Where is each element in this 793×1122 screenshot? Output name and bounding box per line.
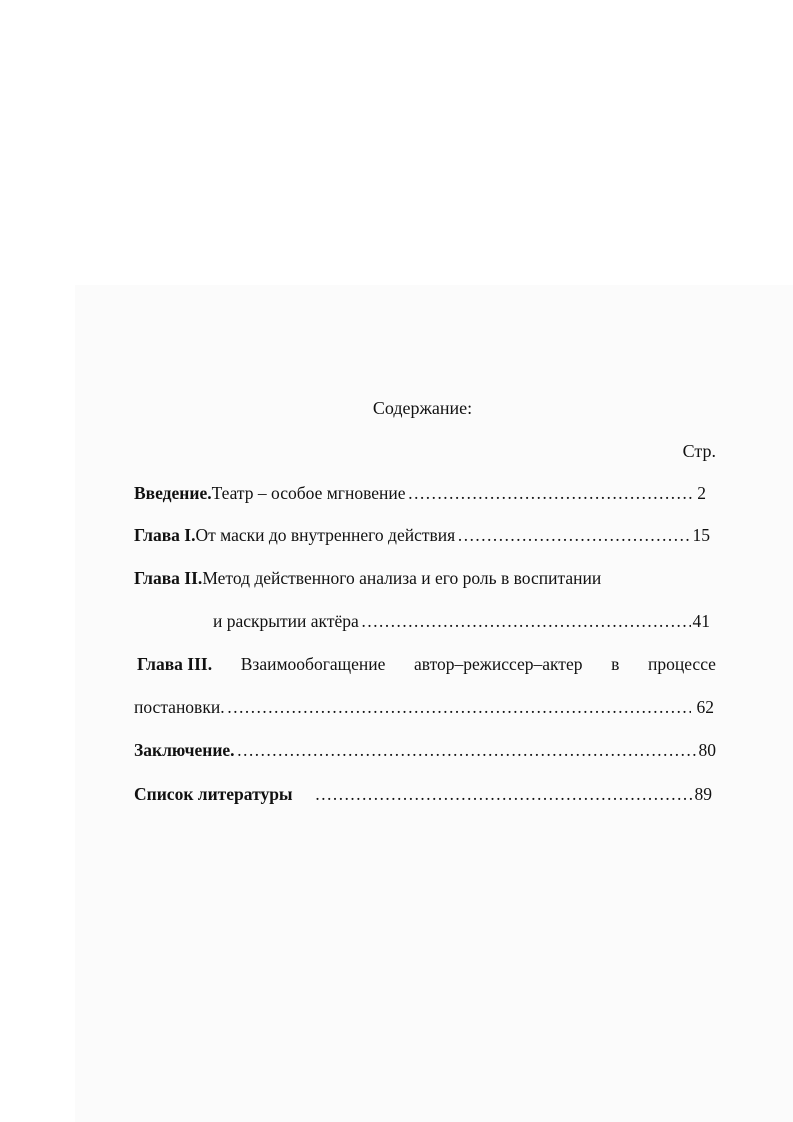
- toc-entry-text: и раскрытии актёра: [213, 611, 359, 631]
- toc-leader-dots: [408, 483, 696, 504]
- toc-entry-word: процессе: [648, 654, 716, 674]
- toc-leader-dots: [227, 697, 691, 718]
- toc-entry-text: Театр – особое мгновение: [211, 483, 406, 503]
- toc-entry-page: 80: [698, 740, 716, 760]
- toc-entry-bold-label: Список литературы: [134, 784, 293, 804]
- toc-leader-dots: [237, 740, 697, 761]
- toc-entry-bold-label: Введение.: [134, 483, 212, 503]
- toc-title: Содержание:: [372, 398, 473, 418]
- toc-entry-bibliography: [134, 784, 712, 805]
- toc-entry-chapter-3-continued: [134, 697, 716, 718]
- page-column-label: Стр.: [682, 441, 716, 461]
- toc-entry-chapter-2-continued: [213, 611, 710, 632]
- toc-leader-dots: [457, 525, 690, 546]
- toc-entry-word: Взаимообогащение: [240, 654, 386, 674]
- toc-entry-bold-label: Глава I.: [134, 525, 196, 545]
- toc-entry-introduction: [134, 483, 716, 504]
- toc-entry-page: 89: [694, 784, 712, 804]
- toc-entry-page: 2: [697, 483, 706, 503]
- toc-entry-conclusion: [134, 740, 716, 761]
- toc-entry-text: От маски до внутреннего действия: [195, 525, 456, 545]
- toc-entry-page: 15: [692, 525, 710, 545]
- toc-entry-word: в: [611, 654, 620, 674]
- toc-entry-text: Метод действенного анализа и его роль в воспитании: [202, 568, 602, 588]
- toc-entry-text: постановки.: [134, 697, 225, 717]
- toc-entry-page: 41: [692, 611, 710, 631]
- toc-entry-page: 62: [696, 697, 714, 717]
- toc-entry-bold-label: Заключение.: [134, 740, 235, 760]
- toc-entry-bold-label: Глава III.: [137, 654, 213, 674]
- toc-entry-bold-label: Глава II.: [134, 568, 203, 588]
- toc-entry-chapter-1: [134, 525, 710, 546]
- toc-entry-chapter-2: [134, 568, 716, 589]
- toc-leader-dots: [361, 611, 691, 632]
- toc-leader-dots: [315, 784, 693, 805]
- toc-entry-word: автор–режиссер–актер: [414, 654, 583, 674]
- toc-entry-chapter-3: [137, 654, 716, 675]
